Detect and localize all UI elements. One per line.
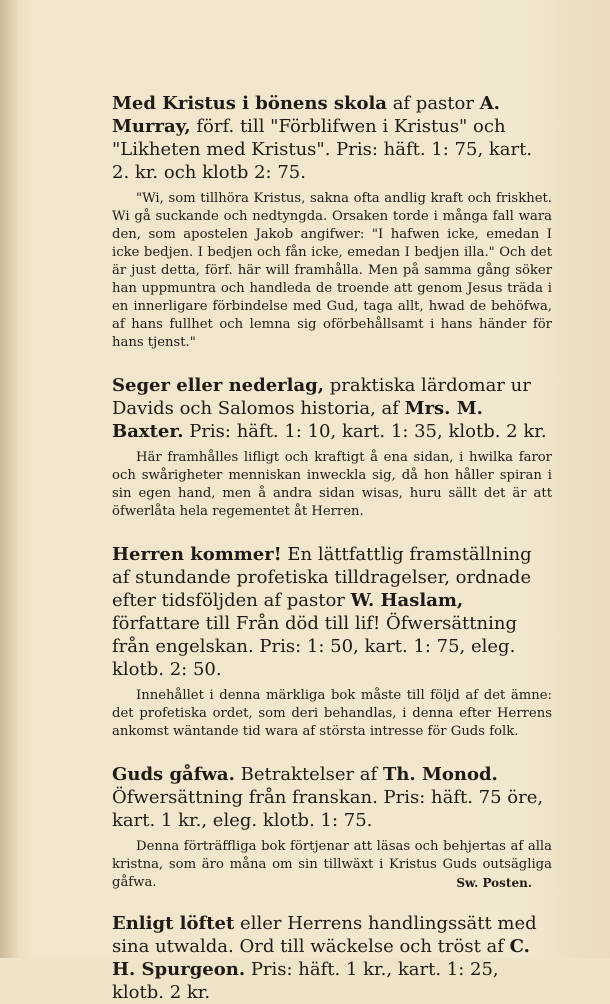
book-title: Seger eller nederlag, <box>112 375 324 396</box>
entry-intro: En lättfattlig framställning af stundande profetiska tilldragelser, ordnade efter tidsföljden af pastor <box>112 544 532 611</box>
entry-enligt-loftet <box>112 912 552 1004</box>
entry-heading <box>112 543 552 681</box>
price-info: författare till Från död till lif! Öfwersättning från engelskan. Pris: 1: 50, kart. 1: 75, eleg. klotb. 2: 50. <box>112 613 517 680</box>
entry-herren-kommer <box>112 543 552 741</box>
author-name: A. Murray, <box>112 93 500 137</box>
entry-intro: praktiska lärdomar ur Davids och Salomos historia, af <box>112 375 531 419</box>
book-title: Guds gåfwa. <box>112 764 235 785</box>
book-description: Innehållet i denna märkliga bok måste till följd af det ämne: det profetiska ordet, som deri behandlas, i denna efter Herrens ankomst wäntande tid wara af största intresse för Guds folk. <box>112 688 552 739</box>
author-name: Th. Monod. <box>382 764 498 785</box>
entry-heading <box>112 374 552 443</box>
entry-heading <box>112 92 552 184</box>
book-description: "Wi, som tillhöra Kristus, sakna ofta andlig kraft och friskhet. Wi gå suckande och nedtyngda. Orsaken torde i många fall wara den, som apostelen Jakob angifwer: "I hafwen icke, emedan I icke bedjen. I bedjen och fån icke, emedan I bedjen illa." Och det är just detta, förf. här will framhålla. Men på samma gång söker han uppmuntra och handleda de troende att genom Jesus träda i en innerligare förbindelse med Gud, taga allt, hwad de behöfwa, af hans fullhet och lemna sig oförbehållsamt i hans händer för hans tjenst." <box>112 191 552 350</box>
book-title: Enligt löftet <box>112 913 235 934</box>
book-description: Denna förträffliga bok förtjenar att läsas och behjertas af alla kristna, som äro måna om sin tillwäxt i Kristus Guds outsägliga gåfwa. <box>112 839 552 890</box>
price-info: Pris: häft. 1 kr., kart. 1: 25, klotb. 2 kr. <box>112 959 499 1003</box>
entry-intro: eller Herrens handlingssätt med sina utwalda. Ord till wäckelse och tröst af <box>112 913 537 957</box>
price-info: Pris: häft. 1: 10, kart. 1: 35, klotb. 2 kr. <box>183 421 547 442</box>
entry-heading <box>112 763 552 832</box>
book-title: Med Kristus i bönens skola <box>112 93 387 114</box>
price-info: Öfwersättning från franskan. Pris: häft. 75 öre, kart. 1 kr., eleg. klotb. 1: 75. <box>112 787 544 831</box>
author-name: W. Haslam, <box>350 590 464 611</box>
entry-seger-eller-nederlag <box>112 374 552 521</box>
author-name: C. H. Spurgeon. <box>112 936 530 980</box>
entry-heading <box>112 912 552 1004</box>
book-title: Herren kommer! <box>112 544 282 565</box>
entry-guds-gafwa <box>112 763 552 890</box>
entry-intro: Betraktelser af <box>234 764 383 785</box>
entry-intro: af pastor <box>386 93 480 114</box>
author-name: Mrs. M. Baxter. <box>112 398 483 442</box>
book-description: Här framhålles lifligt och kraftigt å ena sidan, i hwilka faror och swårigheter menniskan inweckla sig, då hon håller spiran i sin egen hand, men å andra sidan wisas, huru sällt det är att öfwerlåta hela regementet åt Herren. <box>112 450 552 519</box>
price-info: förf. till "Förblifwen i Kristus" och "Likheten med Kristus". Pris: häft. 1: 75, kart. 2. kr. och klotb 2: 75. <box>112 116 533 183</box>
review-source: Sw. Posten. <box>456 876 532 890</box>
entry-med-kristus <box>112 92 552 352</box>
